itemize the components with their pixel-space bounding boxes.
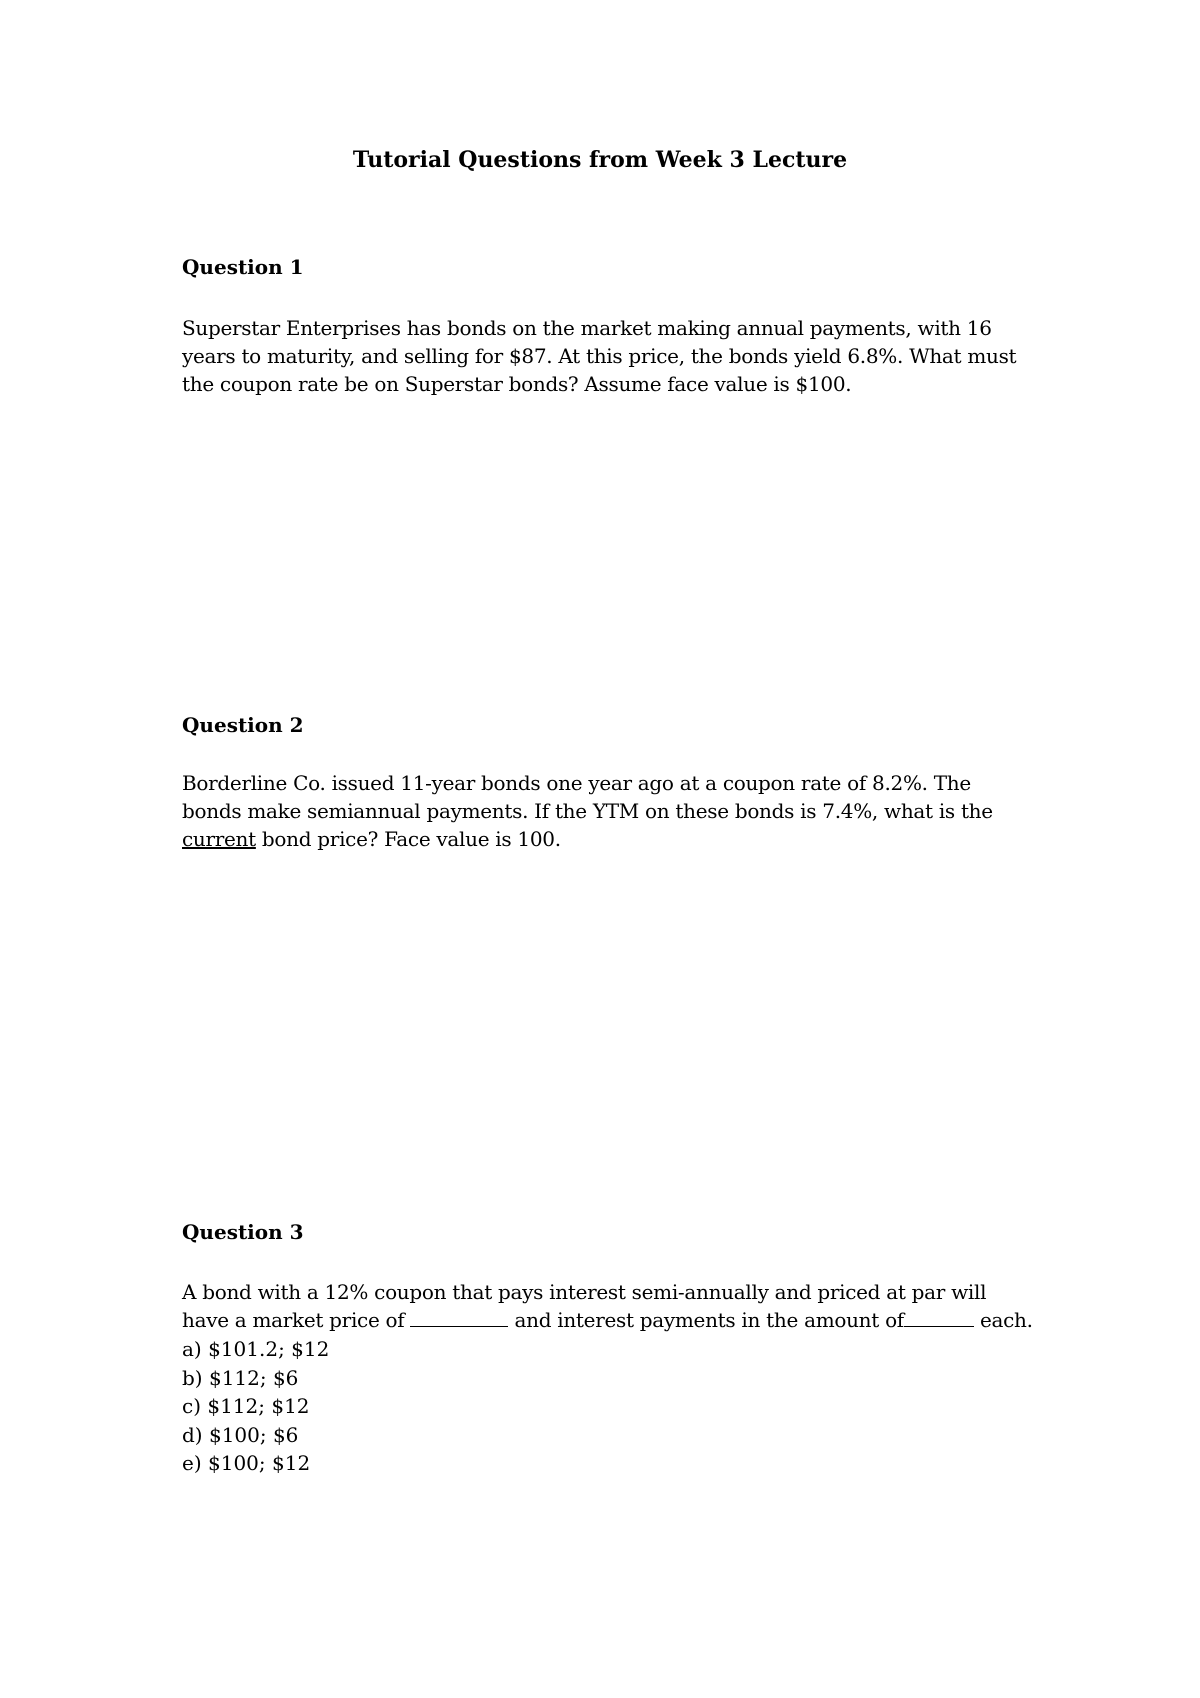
question-3-line-2-end: each. bbox=[973, 1308, 1033, 1332]
option-b: b) $112; $6 bbox=[182, 1365, 299, 1390]
question-2-line-3 bbox=[182, 825, 1042, 853]
option-d: d) $100; $6 bbox=[182, 1422, 299, 1447]
question-1-line-2: years to maturity, and selling for $87. At this price, the bonds yield 6.8%. What must bbox=[182, 344, 1017, 368]
question-3-line-2-middle: and interest payments in the amount of bbox=[508, 1308, 904, 1332]
question-1-line-3: the coupon rate be on Superstar bonds? Assume face value is $100. bbox=[182, 372, 852, 396]
option-c: c) $112; $12 bbox=[182, 1394, 310, 1418]
question-2-text bbox=[182, 769, 1042, 853]
question-1-text bbox=[182, 314, 1042, 398]
question-2-line-1: Borderline Co. issued 11-year bonds one year ago at a coupon rate of 8.2%. The bbox=[182, 771, 971, 795]
question-3-heading: Question 3 bbox=[182, 1220, 304, 1244]
option-e: e) $100; $12 bbox=[182, 1451, 311, 1475]
question-3-options bbox=[182, 1335, 329, 1478]
question-2-line-2: bonds make semiannual payments. If the YTM on these bonds is 7.4%, what is the bbox=[182, 799, 993, 823]
question-3-line-1: A bond with a 12% coupon that pays interest semi-annually and priced at par will bbox=[182, 1280, 987, 1304]
question-3-text bbox=[182, 1278, 1042, 1334]
answer-blank-1 bbox=[410, 1306, 508, 1327]
answer-blank-2 bbox=[904, 1306, 974, 1327]
question-3-line-2 bbox=[182, 1306, 1042, 1334]
underlined-word-current: current bbox=[182, 827, 256, 851]
question-1-heading: Question 1 bbox=[182, 255, 304, 279]
question-2-line-3-rest: bond price? Face value is 100. bbox=[255, 827, 561, 851]
page-title: Tutorial Questions from Week 3 Lecture bbox=[352, 147, 848, 173]
question-3-line-2-start: have a market price of bbox=[182, 1308, 411, 1332]
option-a: a) $101.2; $12 bbox=[182, 1337, 330, 1361]
question-1-line-1: Superstar Enterprises has bonds on the market making annual payments, with 16 bbox=[182, 316, 992, 340]
question-2-heading: Question 2 bbox=[182, 713, 304, 737]
